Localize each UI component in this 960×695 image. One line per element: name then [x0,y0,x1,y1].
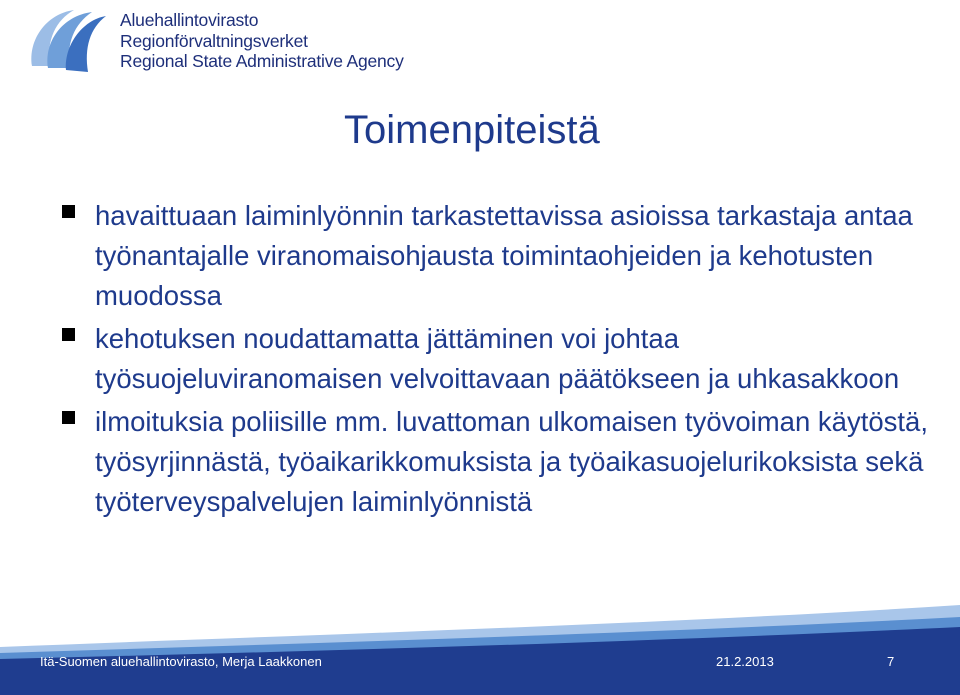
organization-names [120,10,404,72]
bullet-item [62,196,932,316]
bullet-text: kehotuksen noudattamatta jättäminen voi johtaa työsuojeluviranomaisen velvoittavaan päätökseen ja uhkasakkoon [95,323,900,394]
bullet-list [62,196,932,525]
square-bullet-icon [62,205,75,218]
bullet-text: havaittuaan laiminlyönnin tarkastettavissa asioissa tarkastaja antaa työnantajalle viranomaisohjausta toimintaohjeiden ja kehotusten muodossa [95,200,913,311]
bullet-item [62,319,932,399]
org-name-finnish: Aluehallintovirasto [120,10,259,30]
slide-title: Toimenpiteistä [344,108,600,152]
bullet-text: ilmoituksia poliisille mm. luvattoman ulkomaisen työvoiman käytöstä, työsyrjinnästä, työaikarikkomuksista ja työaikasuojelurikoksista sekä työterveyspalvelujen laiminlyönnistä [95,406,928,517]
bullet-item [62,402,932,522]
page-number: 7 [887,654,895,669]
swoosh-logo-icon [26,6,108,80]
org-name-swedish: Regionförvaltningsverket [120,30,308,51]
square-bullet-icon [62,328,75,341]
footer-date: 21.2.2013 [716,654,774,669]
footer-organization: Itä-Suomen aluehallintovirasto, Merja Laakkonen [40,654,322,669]
footer-wave-band [0,605,960,695]
org-name-english: Regional State Administrative Agency [120,51,404,71]
square-bullet-icon [62,411,75,424]
